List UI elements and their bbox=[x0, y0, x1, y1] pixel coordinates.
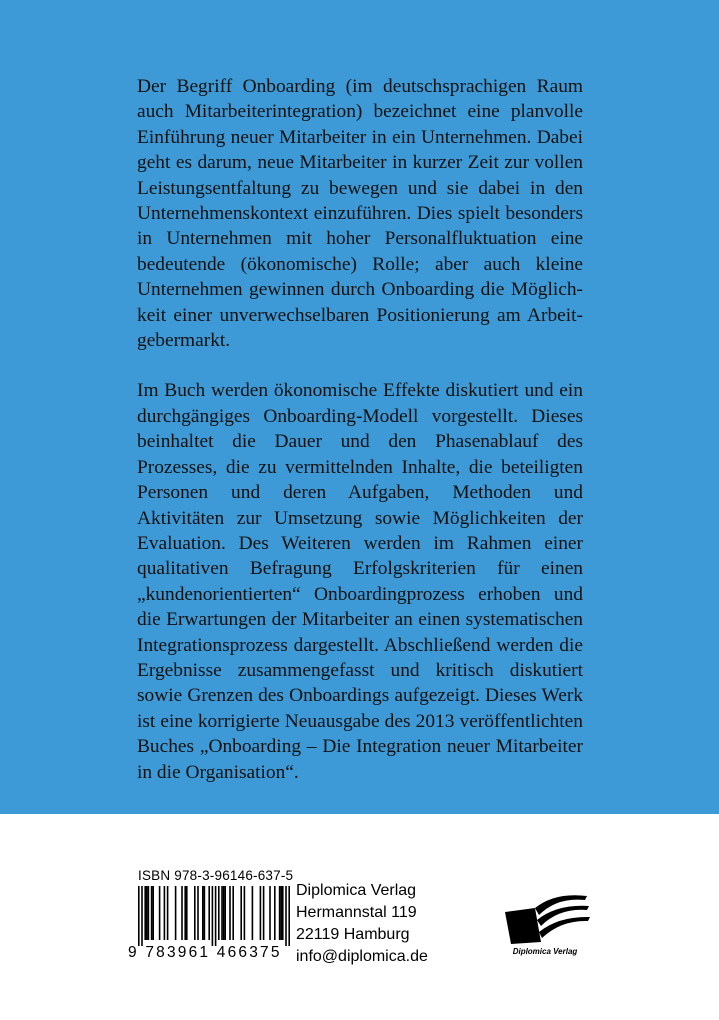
barcode-bar bbox=[229, 886, 231, 940]
blurb-paragraph-1: Der Begriff Onboarding (im deutschsprachigen Raum auch Mitarbeiterintegration) bezeichnet eine planvolle Einführung neuer Mitarbeiter in ein Unternehmen. Dabei geht es darum, neue Mitarbeiter in kurzer Zeit zur vollen Leistungsentfaltung zu bewegen und sie dabei in den Unternehmenskontext einzuführen. Dies spielt besonders in Unternehmen mit hoher Personalfluktuation eine bedeutende (ökonomische) Rolle; aber auch kleine Unternehmen gewinnen durch Onboarding die Möglichkeit einer unverwechselbaren Positionierung am Arbeitgebermarkt. bbox=[137, 76, 583, 352]
barcode-digits: 9 783961 466375 bbox=[128, 944, 282, 961]
barcode bbox=[138, 886, 290, 946]
barcode-bar bbox=[218, 886, 220, 940]
barcode-guard-bar bbox=[285, 886, 287, 946]
barcode-bar bbox=[144, 886, 146, 940]
blurb-text bbox=[137, 74, 583, 785]
barcode-guard-bar bbox=[212, 886, 214, 946]
barcode-bar bbox=[197, 886, 199, 940]
barcode-bar bbox=[260, 886, 262, 940]
barcode-guard-bar bbox=[138, 886, 140, 946]
publisher-name: Diplomica Verlag bbox=[296, 882, 417, 899]
barcode-bar bbox=[263, 886, 265, 940]
barcode-bar bbox=[232, 886, 234, 940]
barcode-bar bbox=[204, 886, 206, 940]
barcode-bar bbox=[240, 886, 242, 940]
barcode-bar bbox=[186, 886, 188, 940]
publisher-logo-text: Diplomica Verlag bbox=[512, 947, 578, 956]
barcode-guard-bar bbox=[141, 886, 143, 946]
barcode-bar bbox=[221, 886, 223, 940]
barcode-bar bbox=[282, 886, 284, 940]
barcode-bar bbox=[146, 886, 148, 940]
barcode-bar bbox=[244, 886, 246, 940]
barcode-bar bbox=[223, 886, 225, 940]
barcode-bar bbox=[151, 886, 153, 940]
barcode-bar bbox=[194, 886, 196, 940]
barcode-guard-bar bbox=[215, 886, 217, 946]
barcode-guard-bar bbox=[288, 886, 290, 946]
barcode-bar bbox=[269, 886, 271, 940]
barcode-bar bbox=[181, 886, 183, 940]
barcode-bar bbox=[148, 886, 150, 940]
barcode-bar bbox=[184, 886, 186, 940]
publisher-address bbox=[296, 880, 428, 968]
barcode-bar bbox=[152, 886, 154, 940]
blurb-paragraph-2: Im Buch werden ökonomische Effekte diskutiert und ein durchgängiges Onboarding-Modell vorgestellt. Dieses beinhaltet die Dauer und den Phasenablauf des Prozesses, die zu vermittelnden Inhalte, die beteiligten Personen und deren Aufgaben, Methoden und Aktivitäten zur Umsetzung sowie Möglichkeiten der Evaluation. Des Weiteren werden im Rahmen einer qualitativen Befragung Erfolgskriterien für einen „kundenorientierten“ Onboardingprozess erhoben und die Erwartungen der Mitarbeiter an einen systematischen Integrationsprozess dargestellt. Abschließend werden die Ergebnisse zusammengefasst und kritisch diskutiert sowie Grenzen des Onboardings aufgezeigt. Dieses Werk ist eine korrigierte Neuausgabe des 2013 veröffentlichten Buches „Onboarding – Die Integration neuer Mitarbeiter in die Organisation“. bbox=[137, 380, 583, 783]
publisher-email: info@diplomica.de bbox=[296, 948, 428, 965]
barcode-bar bbox=[159, 886, 161, 940]
publisher-city: 22119 Hamburg bbox=[296, 926, 410, 943]
barcode-bar bbox=[279, 886, 281, 940]
isbn-label: ISBN 978-3-96146-637-5 bbox=[138, 868, 294, 883]
barcode-bar bbox=[280, 886, 282, 940]
publisher-street: Hermannstal 119 bbox=[296, 904, 417, 921]
barcode-bar bbox=[167, 886, 169, 940]
barcode-bar bbox=[175, 886, 177, 940]
barcode-bar bbox=[274, 886, 276, 940]
barcode-bar bbox=[164, 886, 166, 940]
barcode-bar bbox=[202, 886, 204, 940]
barcode-bar bbox=[208, 886, 210, 940]
barcode-bar bbox=[224, 886, 226, 940]
barcode-bar bbox=[252, 886, 254, 940]
